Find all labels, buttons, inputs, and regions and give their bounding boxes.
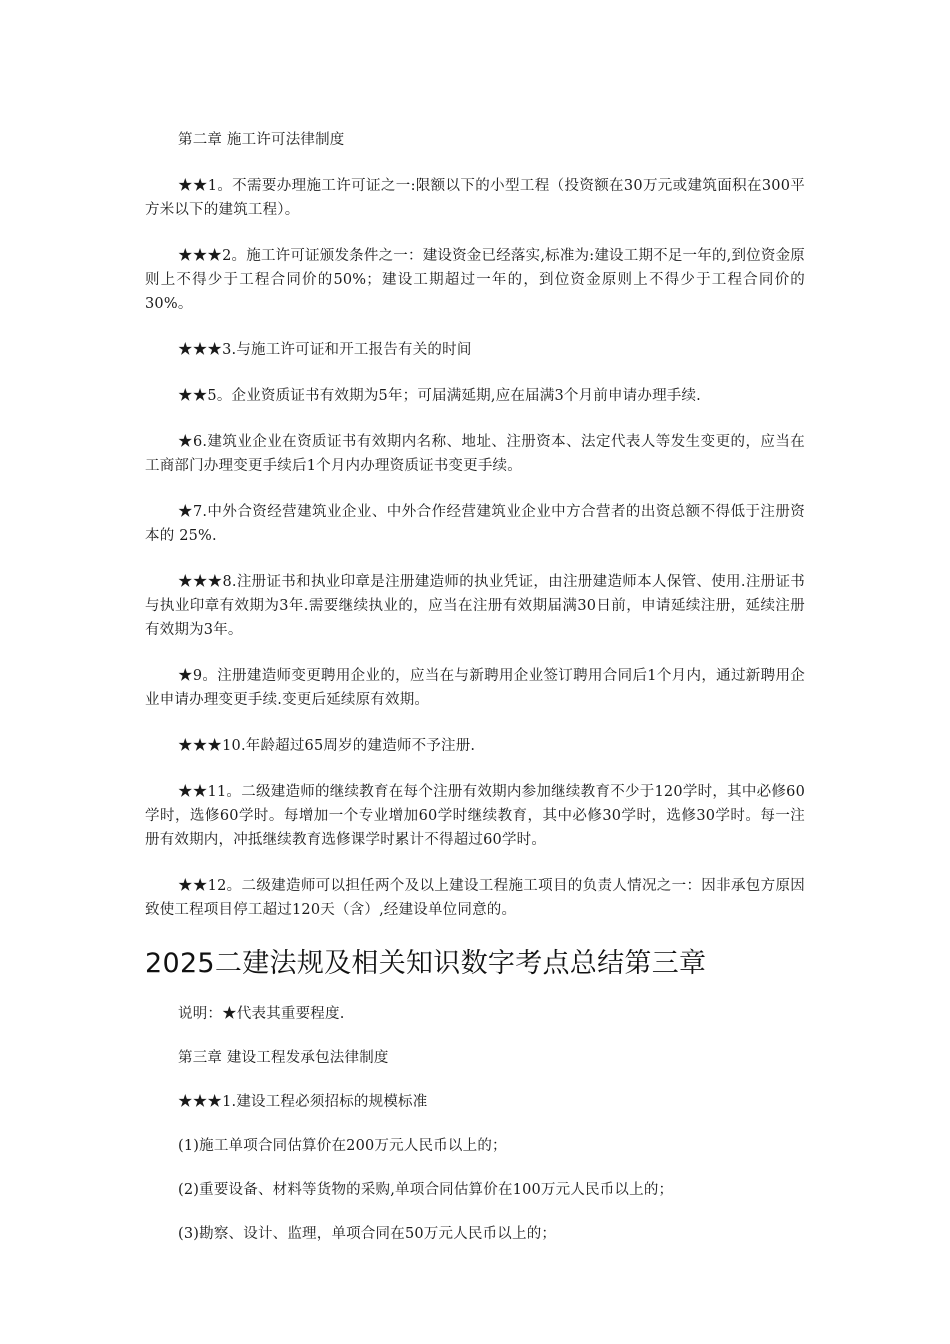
document-body xyxy=(145,128,805,1266)
chapter2-title: 第二章 施工许可法律制度 xyxy=(178,132,345,148)
chapter2-item-9: ★9。注册建造师变更聘用企业的，应当在与新聘用企业签订聘用合同后1个月内，通过新聘用企业申请办理变更手续.变更后延续原有效期。 xyxy=(145,668,805,708)
chapter2-item-2: ★★★2。施工许可证颁发条件之一：建设资金已经落实,标准为:建设工期不足一年的,到位资金原则上不得少于工程合同价的50%；建设工期超过一年的，到位资金原则上不得少于工程合同价的30%。 xyxy=(145,248,805,312)
chapter2-item-1: ★★1。不需要办理施工许可证之一:限额以下的小型工程（投资额在30万元或建筑面积在300平方米以下的建筑工程）。 xyxy=(145,178,805,218)
chapter3-heading: 2025二建法规及相关知识数字考点总结第三章 xyxy=(145,948,707,979)
chapter2-item-8: ★★★8.注册证书和执业印章是注册建造师的执业凭证，由注册建造师本人保管、使用.注册证书与执业印章有效期为3年.需要继续执业的，应当在注册有效期届满30日前，申请延续注册，延续注册有效期为3年。 xyxy=(145,574,805,638)
chapter3-item-1: ★★★1.建设工程必须招标的规模标准 xyxy=(178,1094,428,1110)
chapter2-item-12: ★★12。二级建造师可以担任两个及以上建设工程施工项目的负责人情况之一：因非承包方原因致使工程项目停工超过120天（含）,经建设单位同意的。 xyxy=(145,878,805,918)
chapter2-item-3: ★★★3.与施工许可证和开工报告有关的时间 xyxy=(178,342,472,358)
chapter3-subitem-2: (2)重要设备、材料等货物的采购,单项合同估算价在100万元人民币以上的； xyxy=(178,1182,674,1198)
importance-note: 说明：★代表其重要程度. xyxy=(178,1006,345,1022)
chapter2-item-7: ★7.中外合资经营建筑业企业、中外合作经营建筑业企业中方合营者的出资总额不得低于注册资本的 25%. xyxy=(145,504,805,544)
chapter2-item-10: ★★★10.年龄超过65周岁的建造师不予注册. xyxy=(178,738,476,754)
chapter2-item-6: ★6.建筑业企业在资质证书有效期内名称、地址、注册资本、法定代表人等发生变更的，应当在工商部门办理变更手续后1个月内办理资质证书变更手续。 xyxy=(145,434,805,474)
chapter2-item-5: ★★5。企业资质证书有效期为5年；可届满延期,应在届满3个月前申请办理手续. xyxy=(178,388,701,404)
chapter3-subitem-3: (3)勘察、设计、监理，单项合同在50万元人民币以上的； xyxy=(178,1226,557,1242)
chapter3-subitem-1: (1)施工单项合同估算价在200万元人民币以上的； xyxy=(178,1138,507,1154)
chapter3-title: 第三章 建设工程发承包法律制度 xyxy=(178,1050,389,1066)
chapter2-item-11: ★★11。二级建造师的继续教育在每个注册有效期内参加继续教育不少于120学时，其中必修60学时，选修60学时。每增加一个专业增加60学时继续教育，其中必修30学时，选修30学时。每一注册有效期内，冲抵继续教育选修课学时累计不得超过60学时。 xyxy=(145,784,805,848)
